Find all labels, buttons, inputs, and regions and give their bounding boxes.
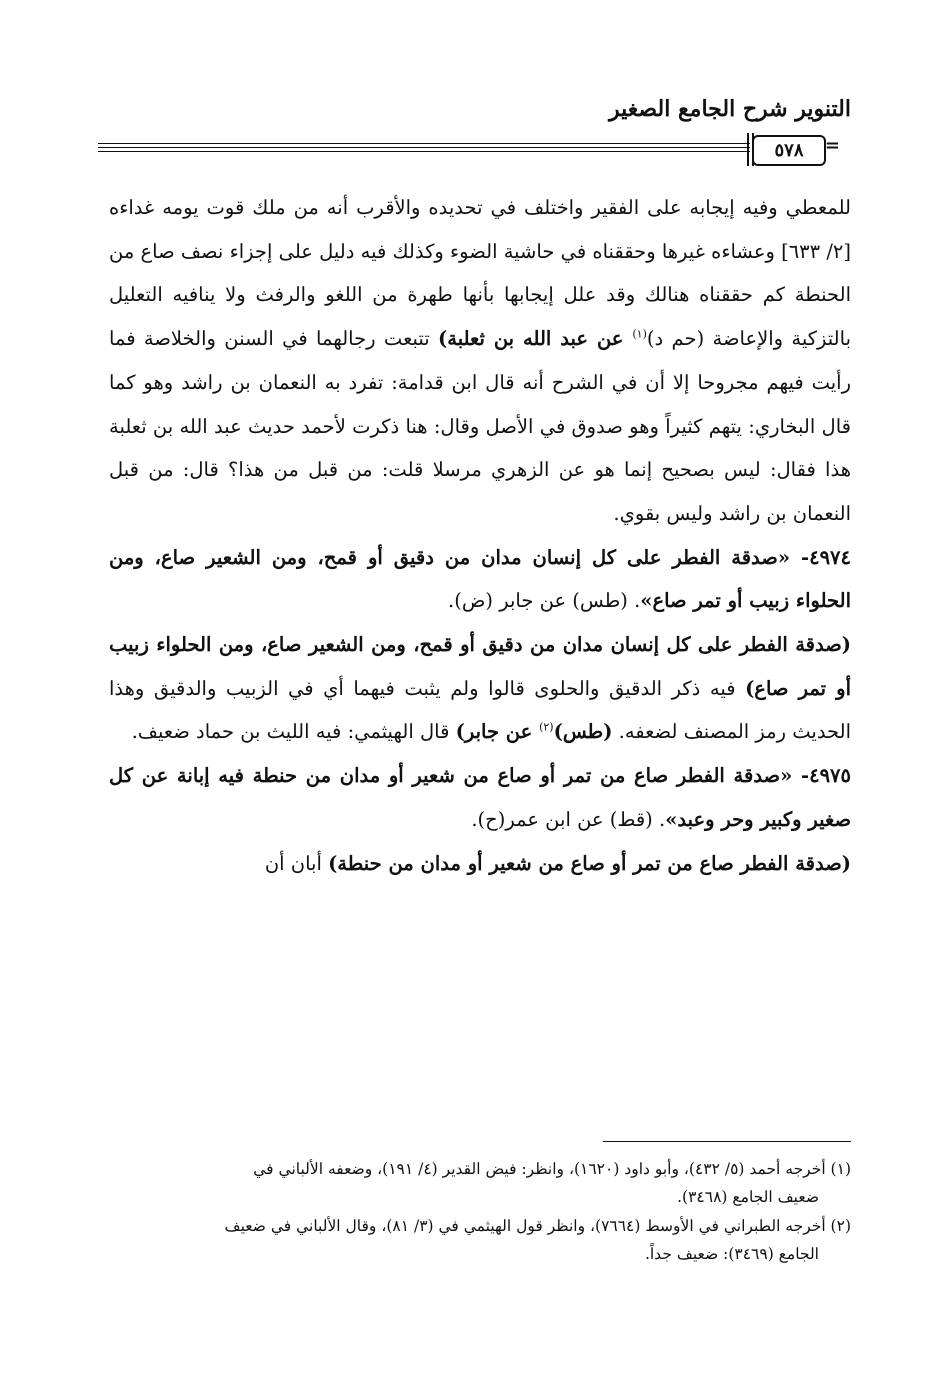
footnote-separator <box>603 1141 851 1142</box>
narrator-text: عن عبد الله بن ثعلبة) <box>438 327 633 351</box>
commentary-text: تتبعت رجالهما في السنن والخلاصة فما رأيت فيهم مجروحا إلا أن في الشرح أنه قال ابن قدامة: تفرد به النعمان بن راشد وهو كما قال البخاري: يتهم كثيراً وهو صدوق في الأصل وقال: هنا ذكرت لأحمد حديث عبد الله بن ثعلبة هذا فقال: ليس بصحيح إنما هو عن الزهري مرسلا قلت: من قبل من هذا؟ قال: من قبل النعمان بن راشد وليس بقوي. <box>109 327 851 525</box>
quoted-hadith: (صدقة الفطر صاع من تمر أو صاع من شعير أو مدان من حنطة) <box>328 851 851 875</box>
commentary-paragraph <box>109 842 851 886</box>
footnote-2-continuation: الجامع (٣٤٦٩): ضعيف جداً. <box>644 1244 819 1263</box>
running-header-title: التنوير شرح الجامع الصغير <box>609 96 851 122</box>
footnotes <box>109 1155 851 1268</box>
hadith-entry <box>109 754 851 841</box>
commentary-text: للمعطي وفيه إيجابه على الفقير واختلف في تحديده والأقرب أنه من ملك قوت يومه غداءه [٢/ ٦٣٣] وعشاءه غيرها وحققناه في حاشية الضوء وكذلك فيه دليل على إجزاء نصف صاع من الحنطة كم حققناه هنالك وقد علل إيجابها بأنها طهرة من اللغو والرفث ولا ينافيه التعليل بالتزكية والإعاضة (حم د) <box>109 196 851 351</box>
footnote-ref: (١) <box>632 327 647 341</box>
commentary-text: أبان أن <box>264 851 329 875</box>
hadith-source: . (قط) عن ابن عمر(ح). <box>471 807 666 831</box>
header-rule-line <box>98 143 750 144</box>
quoted-hadith: (صدقة الفطر على كل إنسان مدان من دقيق أو قمح، ومن الشعير صاع، ومن الحلواء زبيب أو تمر صاع) <box>109 633 851 700</box>
footnote-1: (١) أخرجه أحمد (٥/ ٤٣٢)، وأبو داود (١٦٢٠)، وانظر: فيض القدير (٤/ ١٩١)، وضعفه الألباني في <box>253 1160 851 1178</box>
hadith-entry <box>109 536 851 623</box>
narrator-text: عن جابر) <box>455 720 540 744</box>
commentary-paragraph <box>109 186 851 536</box>
header-marker: = <box>824 135 840 156</box>
footnote-2: (٢) أخرجه الطبراني في الأوسط (٧٦٦٤)، وانظر قول الهيثمي في (٣/ ٨١)، وقال الألباني في ضعيف <box>224 1216 851 1235</box>
hadith-text: ٤٩٧٤- «صدقة الفطر على كل إنسان مدان من دقيق أو قمح، ومن الشعير صاع، ومن الحلواء زبيب أو تمر صاع» <box>109 545 851 613</box>
footnote-1-continuation: ضعيف الجامع (٣٤٦٨). <box>677 1188 819 1207</box>
commentary-text: فيه ذكر الدقيق والحلوى قالوا ولم يثبت فيهما أي في الزبيب والدقيق وهذا الحديث رمز المصنف لضعفه. <box>109 676 851 744</box>
main-text <box>109 186 851 885</box>
source-code: (طس) <box>553 720 613 744</box>
footnote-ref: (٢) <box>539 720 554 734</box>
hadith-source: . (طس) عن جابر (ض). <box>448 589 641 613</box>
header-rule-line <box>98 151 750 152</box>
hadith-text: ٤٩٧٥- «صدقة الفطر صاع من تمر أو صاع من شعير أو مدان من حنطة فيه إبانة عن كل صغير وكبير وحر وعبد» <box>109 764 851 831</box>
header-rule-line <box>98 147 750 148</box>
header-rule <box>98 133 840 167</box>
commentary-text: قال الهيثمي: فيه الليث بن حماد ضعيف. <box>131 720 456 744</box>
commentary-paragraph <box>109 623 851 754</box>
page-number: ٥٧٨ <box>752 135 826 166</box>
